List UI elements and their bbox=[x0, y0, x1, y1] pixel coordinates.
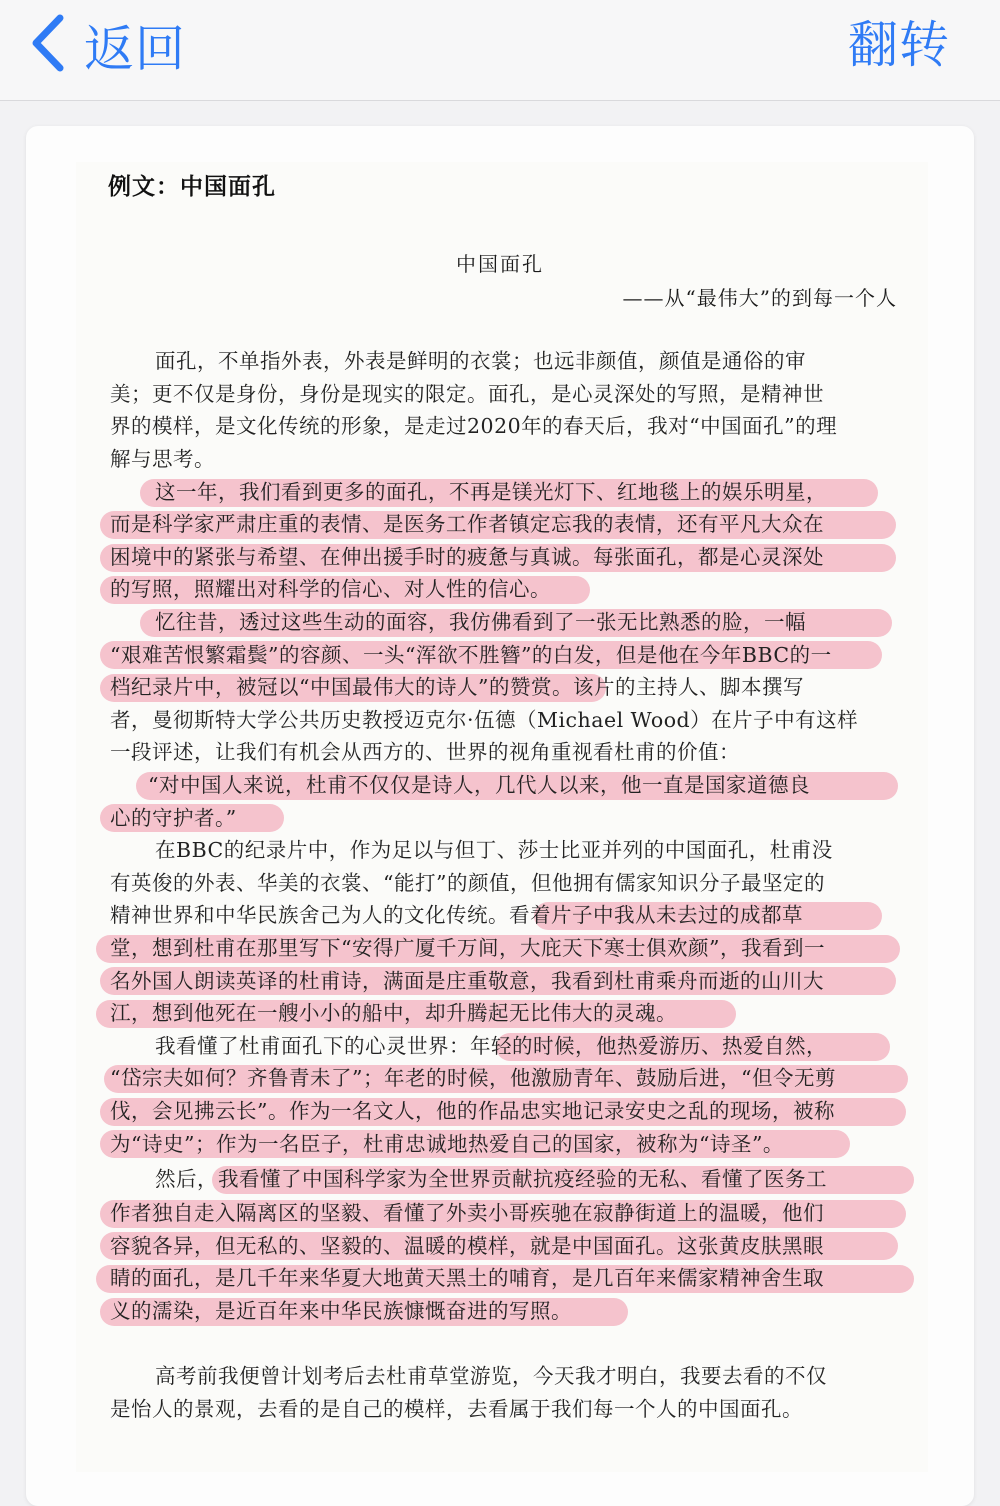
text-line: 一段评述，让我们有机会从西方的、世界的视角重视看杜甫的价值： bbox=[110, 740, 740, 764]
text-line: 堂，想到杜甫在那里写下“安得广厦千万间，大庇天下寒士俱欢颜”，我看到一 bbox=[110, 936, 825, 960]
flip-button[interactable]: 翻转 bbox=[848, 16, 950, 74]
text-line: 有英俊的外表、华美的衣裳、“能打”的颜值，但他拥有儒家知识分子最坚定的 bbox=[110, 871, 825, 895]
text-line: 解与思考。 bbox=[110, 447, 215, 471]
text-line: “岱宗夫如何？齐鲁青未了”；年老的时候，他激励青年、鼓励后进，“但令无剪 bbox=[110, 1066, 836, 1090]
back-button[interactable] bbox=[28, 12, 186, 78]
nav-bar bbox=[0, 0, 1000, 101]
text-line: 容貌各异，但无私的、坚毅的、温暖的模样，就是中国面孔。这张黄皮肤黑眼 bbox=[110, 1234, 824, 1258]
chevron-left-icon bbox=[28, 12, 68, 78]
text-line: 高考前我便曾计划考后去杜甫草堂游览，今天我才明白，我要去看的不仅 bbox=[155, 1364, 827, 1388]
text-line: 江，想到他死在一艘小小的船中，却升腾起无比伟大的灵魂。 bbox=[110, 1001, 677, 1025]
text-line: 者，曼彻斯特大学公共历史教授迈克尔·伍德（Michael Wood）在片子中有这样 bbox=[110, 708, 859, 732]
text-line: “艰难苦恨繁霜鬓”的容颜、一头“浑欲不胜簪”的白发，但是他在今年BBC的一 bbox=[110, 643, 832, 667]
text-line: 为“诗史”；作为一名臣子，杜甫忠诚地热爱自己的国家，被称为“诗圣”。 bbox=[110, 1132, 784, 1156]
text-line: 档纪录片中，被冠以“中国最伟大的诗人”的赞赏。该片的主持人、脚本撰写 bbox=[110, 675, 804, 699]
text-line: 睛的面孔，是几千年来华夏大地黄天黑土的哺育，是几百年来儒家精神舍生取 bbox=[110, 1266, 824, 1290]
text-line: 心的守护者。” bbox=[110, 806, 237, 830]
back-label: 返回 bbox=[84, 20, 186, 78]
document-heading: 例文：中国面孔 bbox=[108, 174, 276, 200]
essay-subtitle: ——从“最伟大”的到每一个人 bbox=[622, 286, 897, 310]
text-line: 面孔，不单指外表，外表是鲜明的衣裳；也远非颜值，颜值是通俗的审 bbox=[155, 349, 806, 373]
text-line: 我看懂了杜甫面孔下的心灵世界：年轻的时候，他热爱游历、热爱自然， bbox=[155, 1034, 827, 1058]
text-line: 美；更不仅是身份，身份是现实的限定。面孔，是心灵深处的写照，是精神世 bbox=[110, 382, 824, 406]
text-line: “对中国人来说，杜甫不仅仅是诗人，几代人以来，他一直是国家道德良 bbox=[148, 773, 810, 797]
text-line: 在BBC的纪录片中，作为足以与但丁、莎士比亚并列的中国面孔，杜甫没 bbox=[155, 838, 833, 862]
text-line: 是怡人的景观，去看的是自己的模样，去看属于我们每一个人的中国面孔。 bbox=[110, 1397, 803, 1421]
text-line: 伐，会见拂云长”。作为一名文人，他的作品忠实地记录安史之乱的现场，被称 bbox=[110, 1099, 835, 1123]
text-line: 然后，我看懂了中国科学家为全世界贡献抗疫经验的无私、看懂了医务工 bbox=[155, 1167, 827, 1191]
text-line: 精神世界和中华民族舍己为人的文化传统。看着片子中我从未去过的成都草 bbox=[110, 903, 803, 927]
essay-title: 中国面孔 bbox=[456, 252, 544, 276]
text-line: 作者独自走入隔离区的坚毅、看懂了外卖小哥疾驰在寂静街道上的温暖，他们 bbox=[110, 1201, 824, 1225]
text-line: 忆往昔，透过这些生动的面容，我仿佛看到了一张无比熟悉的脸，一幅 bbox=[155, 610, 806, 634]
text-line: 名外国人朗读英译的杜甫诗，满面是庄重敬意，我看到杜甫乘舟而逝的山川大 bbox=[110, 969, 824, 993]
text-line: 界的模样，是文化传统的形象，是走过2020年的春天后，我对“中国面孔”的理 bbox=[110, 414, 838, 438]
text-line: 困境中的紧张与希望、在伸出援手时的疲惫与真诚。每张面孔，都是心灵深处 bbox=[110, 545, 824, 569]
text-line: 义的濡染，是近百年来中华民族慷慨奋进的写照。 bbox=[110, 1299, 572, 1323]
text-line: 这一年，我们看到更多的面孔，不再是镁光灯下、红地毯上的娱乐明星， bbox=[155, 480, 827, 504]
text-line: 而是科学家严肃庄重的表情、是医务工作者镇定忘我的表情，还有平凡大众在 bbox=[110, 512, 824, 536]
text-line: 的写照，照耀出对科学的信心、对人性的信心。 bbox=[110, 577, 551, 601]
